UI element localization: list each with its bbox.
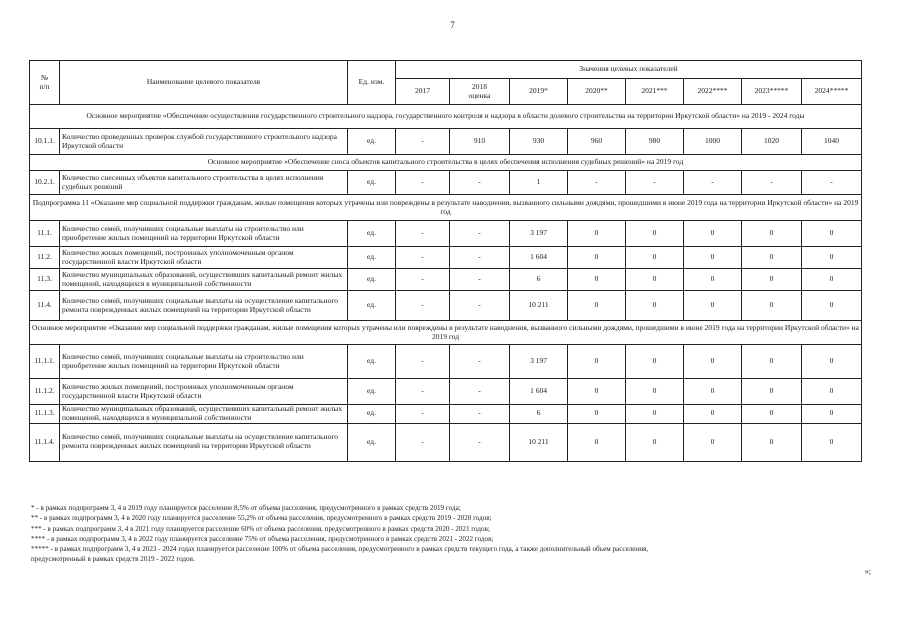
footnote: *** - в рамках подпрограмм 3, 4 в 2021 году планируется расселение 60% от объема расселения, предусмотренного в рамках средств 2020 - 2021 годов;: [31, 524, 490, 533]
indicator-value: 0: [802, 379, 862, 405]
indicator-unit: ед.: [348, 129, 396, 155]
indicator-value: -: [396, 129, 450, 155]
indicator-value: 0: [802, 345, 862, 379]
header-name: Наименование целевого показателя: [60, 61, 348, 105]
indicator-unit: ед.: [348, 345, 396, 379]
row-number: 11.2.: [30, 247, 60, 269]
header-year: 2018 оценка: [450, 79, 510, 105]
footnote: ** - в рамках подпрограмм 3, 4 в 2020 году планируется расселение 55,2% от объема расселения, предусмотренного в рамках средств 2019 - 2020 годов;: [31, 514, 492, 523]
indicator-value: -: [626, 171, 684, 195]
end-mark: »;: [864, 567, 871, 576]
table-row: [30, 379, 862, 405]
row-number: 11.1.2.: [30, 379, 60, 405]
indicator-value: 0: [626, 345, 684, 379]
activity-banner: [30, 321, 862, 345]
indicator-value: -: [450, 269, 510, 291]
indicator-value: 0: [802, 291, 862, 321]
indicator-unit: ед.: [348, 291, 396, 321]
indicator-value: 0: [568, 379, 626, 405]
header-year: 2020**: [568, 79, 626, 105]
table-row: [30, 221, 862, 247]
indicator-value: 0: [742, 405, 802, 424]
indicator-value: -: [396, 405, 450, 424]
table-row: [30, 129, 862, 155]
row-number: 10.1.1.: [30, 129, 60, 155]
indicator-value: -: [450, 291, 510, 321]
indicator-value: 0: [742, 221, 802, 247]
footnote: ***** - в рамках подпрограмм 3, 4 в 2023 - 2024 годах планируется расселение 100% от объема расселения, предусмотренного в рамках средств текущего года, а также дополнительный объем расселения,: [31, 545, 649, 554]
indicator-value: -: [450, 171, 510, 195]
indicator-value: 0: [568, 423, 626, 461]
row-number: 11.1.3.: [30, 405, 60, 424]
banner-text: Основное мероприятие «Обеспечение сноса объектов капитального строительства в целях обеспечения исполнения судебных решений» на 2019 год: [30, 155, 862, 171]
indicator-value: -: [396, 269, 450, 291]
indicator-value: -: [450, 221, 510, 247]
indicator-name: Количество семей, получивших социальные выплаты на строительство или приобретение жилых помещений на территории Иркутской области: [60, 345, 348, 379]
indicator-name: Количество семей, получивших социальные выплаты на строительство или приобретение жилых помещений на территории Иркутской области: [60, 221, 348, 247]
indicator-value: 0: [802, 423, 862, 461]
indicator-value: 0: [684, 291, 742, 321]
indicator-value: 10 211: [510, 291, 568, 321]
row-number: 11.1.: [30, 221, 60, 247]
indicator-value: -: [396, 423, 450, 461]
indicator-value: 0: [684, 221, 742, 247]
indicator-value: 0: [684, 247, 742, 269]
indicator-name: Количество жилых помещений, построенных уполномоченным органом государственной власти Иркутской области: [60, 247, 348, 269]
indicator-value: -: [450, 423, 510, 461]
indicator-value: 910: [450, 129, 510, 155]
indicator-value: 0: [626, 291, 684, 321]
header-values: Значения целевых показателей: [396, 61, 862, 79]
indicator-value: -: [396, 171, 450, 195]
row-number: 10.2.1.: [30, 171, 60, 195]
indicator-value: 0: [568, 405, 626, 424]
indicator-value: 1000: [684, 129, 742, 155]
indicator-unit: ед.: [348, 247, 396, 269]
indicator-unit: ед.: [348, 423, 396, 461]
indicator-value: -: [450, 345, 510, 379]
indicator-value: -: [450, 247, 510, 269]
indicator-name: Количество семей, получивших социальные выплаты на осуществление капитального ремонта поврежденных жилых помещений на территории Иркутской области: [60, 291, 348, 321]
indicator-name: Количество жилых помещений, построенных уполномоченным органом государственной власти Иркутской области: [60, 379, 348, 405]
indicator-value: 0: [742, 423, 802, 461]
indicator-value: 1 604: [510, 247, 568, 269]
indicator-unit: ед.: [348, 171, 396, 195]
table-row: [30, 247, 862, 269]
indicator-value: -: [802, 171, 862, 195]
indicator-value: 1: [510, 171, 568, 195]
indicator-value: 0: [626, 423, 684, 461]
header-year: 2024*****: [802, 79, 862, 105]
indicator-value: -: [450, 405, 510, 424]
indicator-unit: ед.: [348, 379, 396, 405]
indicator-value: -: [450, 379, 510, 405]
header-year: 2022****: [684, 79, 742, 105]
table-row: [30, 171, 862, 195]
indicator-name: Количество снесенных объектов капитального строительства в целях исполнения судебных решений: [60, 171, 348, 195]
indicator-value: -: [396, 379, 450, 405]
indicator-value: 930: [510, 129, 568, 155]
indicator-value: 0: [684, 269, 742, 291]
indicator-value: 0: [684, 423, 742, 461]
indicator-name: Количество муниципальных образований, осуществивших капитальный ремонт жилых помещений, находящихся в муниципальной собственности: [60, 269, 348, 291]
indicator-value: 0: [626, 247, 684, 269]
indicator-value: 960: [568, 129, 626, 155]
row-number: 11.1.1.: [30, 345, 60, 379]
indicator-value: 0: [684, 379, 742, 405]
indicator-value: 6: [510, 405, 568, 424]
indicator-value: -: [396, 345, 450, 379]
indicator-value: 0: [684, 405, 742, 424]
indicator-unit: ед.: [348, 405, 396, 424]
footnote: предусмотренный в рамках средств 2019 - 2022 годов.: [31, 555, 195, 564]
indicator-value: 3 197: [510, 221, 568, 247]
indicator-value: 1020: [742, 129, 802, 155]
indicator-value: 0: [742, 247, 802, 269]
indicator-value: 0: [742, 291, 802, 321]
indicator-value: -: [568, 171, 626, 195]
indicator-value: 0: [684, 345, 742, 379]
row-number: 11.1.4.: [30, 423, 60, 461]
header-num: № п/п: [30, 61, 60, 105]
indicator-value: 1040: [802, 129, 862, 155]
table-row: [30, 423, 862, 461]
indicator-value: 1 604: [510, 379, 568, 405]
indicator-value: -: [742, 171, 802, 195]
indicator-value: 0: [568, 345, 626, 379]
indicator-value: 10 211: [510, 423, 568, 461]
indicator-value: -: [396, 221, 450, 247]
indicator-value: 0: [568, 269, 626, 291]
header-unit: Ед. изм.: [348, 61, 396, 105]
indicator-value: -: [396, 247, 450, 269]
indicator-name: Количество семей, получивших социальные выплаты на осуществление капитального ремонта поврежденных жилых помещений на территории Иркутской области: [60, 423, 348, 461]
indicator-value: 0: [742, 345, 802, 379]
banner-text: Основное мероприятие «Оказание мер социальной поддержки гражданам, жилые помещения которых утрачены или повреждены в результате наводнения, вызванного сильными дождями, прошедшими в июне 2019 года на территории Иркутской области» на 2019 год: [30, 321, 862, 345]
page-number: 7: [450, 20, 455, 30]
indicator-value: 0: [626, 379, 684, 405]
row-number: 11.3.: [30, 269, 60, 291]
banner-text: Основное мероприятие «Обеспечение осуществления государственного строительного надзора, государственного контроля и надзора в области долевого строительства на территории Иркутской области» на 2019 - 2024 годы: [30, 105, 862, 129]
subprogram-banner: [30, 195, 862, 221]
indicator-value: 0: [626, 221, 684, 247]
header-year: 2021***: [626, 79, 684, 105]
indicator-value: 0: [626, 269, 684, 291]
footnote: **** - в рамках подпрограмм 3, 4 в 2022 году планируется расселение 75% от объема расселения, предусмотренного в рамках средств 2021 - 2022 годов;: [31, 534, 494, 543]
indicator-name: Количество проведенных проверок службой государственного строительного надзора Иркутской области: [60, 129, 348, 155]
indicator-value: 980: [626, 129, 684, 155]
indicator-value: 0: [742, 379, 802, 405]
header-year: 2019*: [510, 79, 568, 105]
indicator-value: 0: [802, 247, 862, 269]
indicator-value: 0: [626, 405, 684, 424]
indicator-value: 0: [568, 247, 626, 269]
activity-banner: [30, 105, 862, 129]
indicator-unit: ед.: [348, 269, 396, 291]
indicator-value: 6: [510, 269, 568, 291]
indicator-value: 0: [802, 405, 862, 424]
table-row: [30, 345, 862, 379]
header-year: 2023*****: [742, 79, 802, 105]
header-year: 2017: [396, 79, 450, 105]
banner-text: Подпрограмма 11 «Оказание мер социальной поддержки гражданам, жилые помещения которых утрачены или повреждены в результате наводнения, вызванного сильными дождями, прошедшими в июне 2019 года на территории Иркутской области» на 2019 год: [30, 195, 862, 221]
target-indicators-table: [29, 60, 862, 462]
footnotes: [31, 503, 871, 565]
indicator-value: 3 197: [510, 345, 568, 379]
indicator-value: -: [396, 291, 450, 321]
footnote: * - в рамках подпрограмм 3, 4 в 2019 году планируется расселение 8,5% от объема расселения, предусмотренного в рамках средств 2019 года;: [31, 504, 461, 512]
indicator-unit: ед.: [348, 221, 396, 247]
indicator-value: -: [684, 171, 742, 195]
indicator-value: 0: [802, 269, 862, 291]
indicator-value: 0: [568, 291, 626, 321]
indicator-value: 0: [568, 221, 626, 247]
indicator-name: Количество муниципальных образований, осуществивших капитальный ремонт жилых помещений, находящихся в муниципальной собственности: [60, 405, 348, 424]
row-number: 11.4.: [30, 291, 60, 321]
indicator-value: 0: [802, 221, 862, 247]
table-row: [30, 405, 862, 424]
activity-banner: [30, 155, 862, 171]
table-row: [30, 291, 862, 321]
indicator-value: 0: [742, 269, 802, 291]
table-row: [30, 269, 862, 291]
